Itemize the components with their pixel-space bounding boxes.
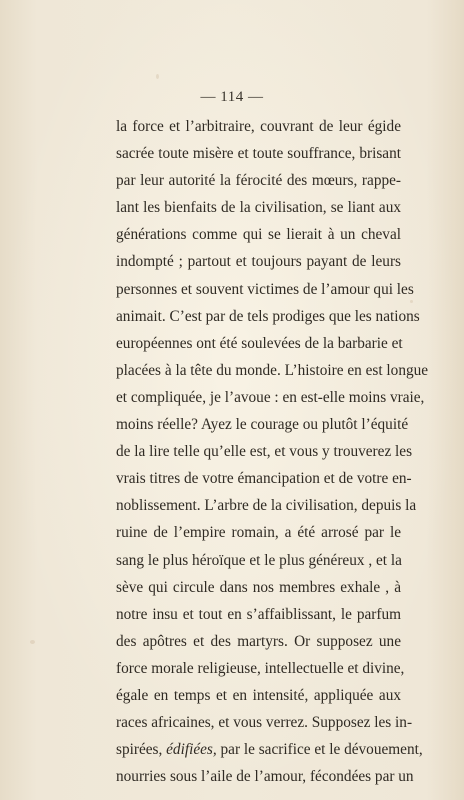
text-line: la force et l’arbitraire, couvrant de leur égide bbox=[116, 118, 401, 135]
text-line: races africaines, et vous verrez. Supposez les in- bbox=[116, 714, 413, 732]
body-text bbox=[116, 113, 429, 790]
text-line: nourries sous l’aile de l’amour, fécondées par un bbox=[116, 768, 414, 786]
text-fragment: spirées, bbox=[116, 741, 167, 759]
text-line: sang le plus héroïque et le plus généreux , et la bbox=[116, 551, 402, 569]
italic-word: édifiées, bbox=[166, 741, 217, 759]
text-line: lant les bienfaits de la civilisation, se liant aux bbox=[116, 199, 401, 217]
text-line: placées à la tête du monde. L’histoire en est longue bbox=[116, 361, 429, 379]
text-line: force morale religieuse, intellectuelle et divine, bbox=[116, 659, 405, 677]
text-fragment: par le sacrifice et le dévouement, bbox=[216, 741, 423, 759]
text-line: vrais titres de votre émancipation et de votre en- bbox=[116, 470, 412, 488]
text-line: animait. C’est par de tels prodiges que les nations bbox=[116, 307, 420, 325]
page-number: — 114 — bbox=[200, 89, 264, 105]
text-line: égale en temps et en intensité, appliquée aux bbox=[116, 686, 401, 704]
text-line: ruine de l’empire romain, a été arrosé par le bbox=[116, 524, 401, 542]
text-line: sève qui circule dans nos membres exhale , à bbox=[116, 578, 401, 596]
text-line-italic-word bbox=[116, 736, 423, 763]
text-line: personnes et souvent victimes de l’amour qui les bbox=[116, 280, 414, 298]
text-line: européennes ont été soulevées de la barbarie et bbox=[116, 334, 403, 352]
paper-stain bbox=[156, 74, 159, 79]
text-line: et compliquée, je l’avoue : en est-elle moins vraie, bbox=[116, 388, 425, 406]
paper-stain bbox=[30, 640, 35, 644]
text-line: de la lire telle qu’elle est, et vous y trouverez les bbox=[116, 443, 413, 461]
text-line: noblissement. L’arbre de la civilisation, depuis la bbox=[116, 497, 417, 515]
text-line: indompté ; partout et toujours payant de leurs bbox=[116, 253, 401, 271]
text-line: moins réelle? Ayez le courage ou plutôt l’équité bbox=[116, 416, 409, 434]
text-line: générations comme qui se lierait à un cheval bbox=[116, 226, 401, 244]
text-line: sacrée toute misère et toute souffrance, brisant bbox=[116, 145, 401, 163]
text-line: des apôtres et des martyrs. Or supposez une bbox=[116, 632, 401, 650]
text-line: par leur autorité la férocité des mœurs, rappe- bbox=[116, 172, 401, 190]
text-line: notre insu et tout en s’affaiblissant, le parfum bbox=[116, 605, 401, 623]
paper-stain bbox=[410, 300, 413, 303]
